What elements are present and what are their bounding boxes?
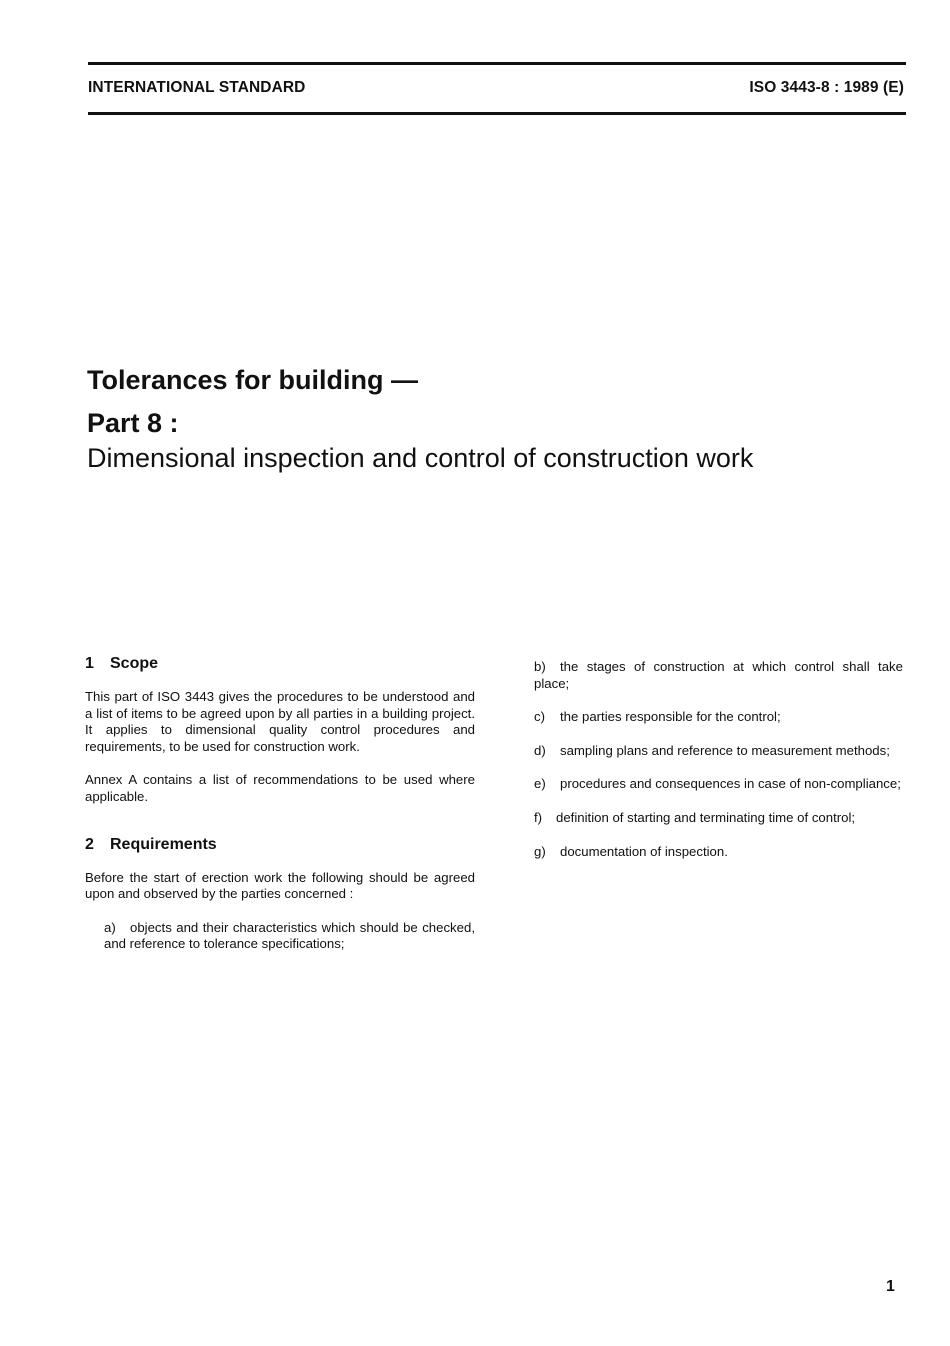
title-part: Part 8 : (87, 408, 179, 438)
list-text: documentation of inspection. (560, 843, 728, 859)
list-marker: e) (534, 776, 546, 792)
section-title: Requirements (110, 835, 217, 853)
list-text: definition of starting and terminating time of control; (556, 809, 856, 825)
header-standard-number: ISO 3443-8 : 1989 (E) (749, 79, 904, 96)
list-item (534, 810, 903, 827)
section-heading-requirements (85, 835, 475, 855)
list-marker: c) (534, 709, 545, 725)
title-subtitle: Dimensional inspection and control of construction work (87, 443, 754, 473)
header-document-type: INTERNATIONAL STANDARD (88, 79, 306, 96)
list-marker: g) (534, 843, 546, 859)
requirements-intro: Before the start of erection work the following should be agreed upon and observed by the parties concerned : (85, 869, 475, 902)
list-text: sampling plans and reference to measurement methods; (560, 742, 890, 758)
page-number: 1 (886, 1278, 895, 1295)
section-heading-scope (85, 654, 475, 674)
list-item (534, 776, 903, 793)
list-marker: b) (534, 659, 546, 674)
scope-paragraph-2: Annex A contains a list of recommendations to be used where applicable. (85, 772, 475, 804)
list-item (534, 709, 903, 726)
list-text: the stages of construction at which control shall take place; (534, 659, 903, 691)
scope-paragraph-1: This part of ISO 3443 gives the procedures to be understood and a list of items to be agreed upon by all parties in a building project. It applies to dimensional quality control procedures and requirements, to be used for construction work. (85, 689, 475, 754)
list-item (534, 743, 903, 760)
list-text: the parties responsible for the control; (560, 709, 781, 725)
list-item (85, 920, 475, 953)
page-header (88, 79, 906, 101)
list-text: objects and their characteristics which should be checked, and reference to tolerance specifications; (104, 919, 475, 952)
title-main: Tolerances for building — (87, 365, 419, 395)
right-column (534, 659, 903, 860)
section-number: 2 (85, 835, 94, 853)
list-marker: d) (534, 742, 546, 758)
document-title (87, 360, 907, 476)
list-item (534, 659, 903, 692)
list-item (534, 844, 903, 861)
section-title: Scope (110, 655, 159, 672)
left-column (85, 654, 475, 953)
list-text: procedures and consequences in case of non-compliance; (560, 776, 901, 792)
list-marker: a) (104, 919, 116, 935)
list-marker: f) (534, 809, 543, 825)
header-rule-bottom (88, 112, 906, 115)
header-rule-top (88, 62, 906, 65)
section-number: 1 (85, 655, 94, 672)
